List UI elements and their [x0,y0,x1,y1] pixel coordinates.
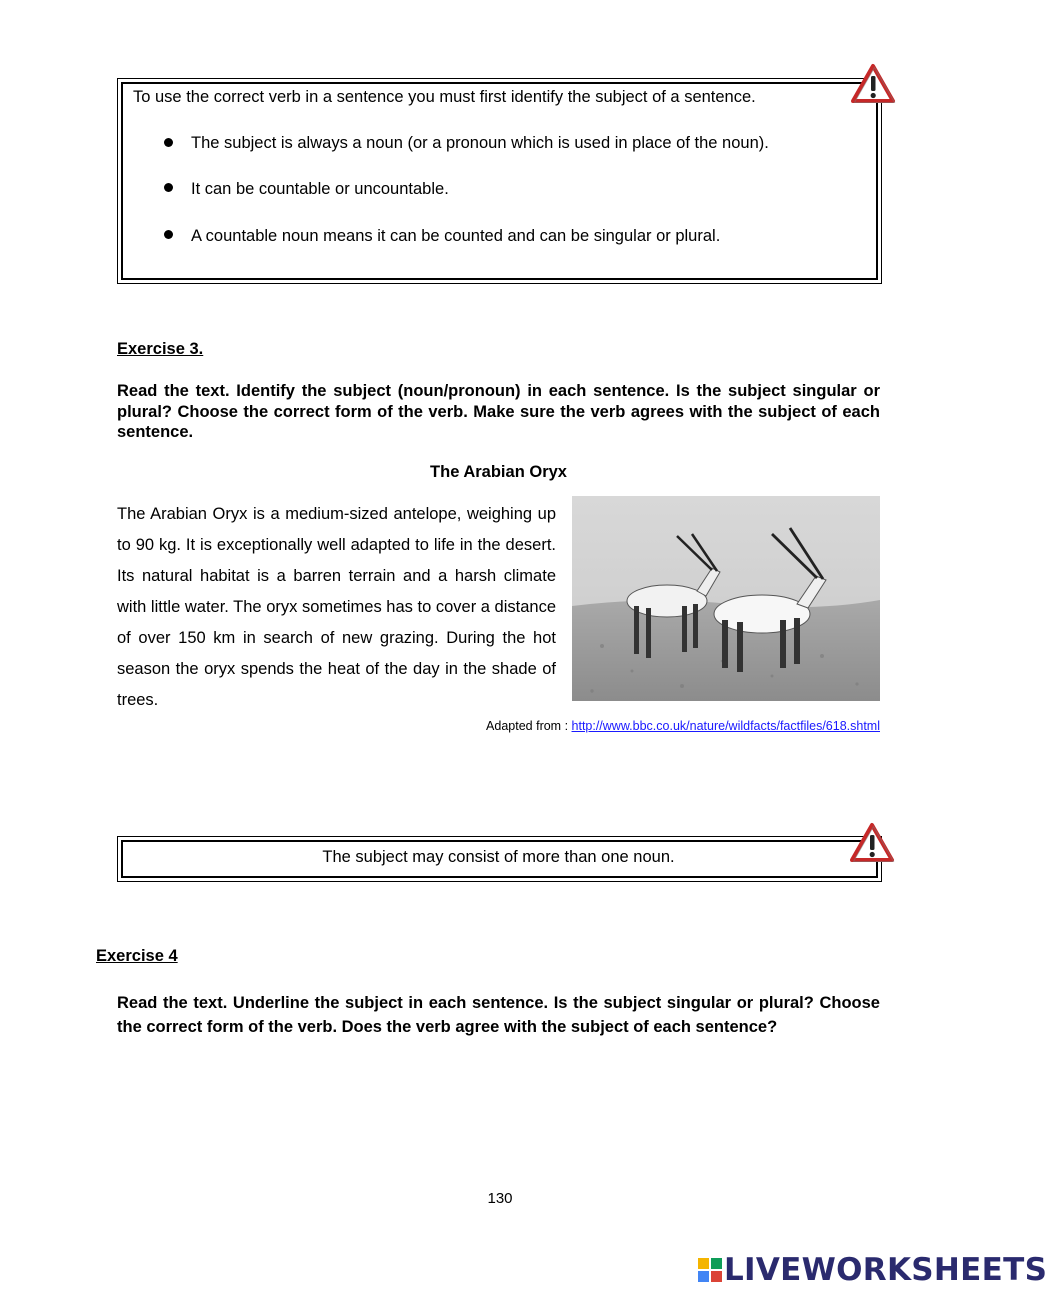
note-bullet-1: The subject is always a noun (or a pronoun which is used in place of the noun). [191,134,769,152]
warning-triangle-icon [850,63,896,105]
oryx-paragraph: The Arabian Oryx is a medium-sized antelope, weighing up to 90 kg. It is exceptionally well adapted to life in the desert. Its natural habitat is a barren terrain and a harsh climate with little water. The oryx sometimes has to cover a distance of over 150 km in search of new grazing. During the hot season the oryx spends the heat of the day in the shade of trees. [117,505,556,709]
exercise-4-heading: Exercise 4 [96,947,178,965]
warning-triangle-icon [849,822,895,864]
bullet-icon [164,138,173,147]
source-prefix: Adapted from : [486,719,572,733]
exercise-3-heading: Exercise 3. [117,340,204,358]
page-number: 130 [487,1190,513,1207]
brand-name: LIVEWORKSHEETS [724,1252,1047,1288]
source-credit [380,719,880,733]
exercise-4-instruction: Read the text. Underline the subject in each sentence. Is the subject singular or plural? Choose the correct form of the verb. Does the verb agree with the subject of each sentence? [117,994,880,1036]
bullet-icon [164,230,173,239]
note-2-text: The subject may consist of more than one noun. [322,848,675,866]
liveworksheets-logo-icon [698,1258,722,1282]
exercise-3-instruction: Read the text. Identify the subject (noun/pronoun) in each sentence. Is the subject singular or plural? Choose the correct form of the verb. Make sure the verb agrees with the subject of each sentence. [117,382,880,441]
text-title: The Arabian Oryx [430,463,567,481]
bullet-icon [164,183,173,192]
oryx-photo [572,496,880,701]
note-bullet-2: It can be countable or uncountable. [191,180,449,198]
source-link[interactable]: http://www.bbc.co.uk/nature/wildfacts/factfiles/618.shtml [571,719,880,733]
note-bullet-3: A countable noun means it can be counted and can be singular or plural. [191,227,721,245]
note-intro: To use the correct verb in a sentence you must first identify the subject of a sentence. [133,88,756,106]
